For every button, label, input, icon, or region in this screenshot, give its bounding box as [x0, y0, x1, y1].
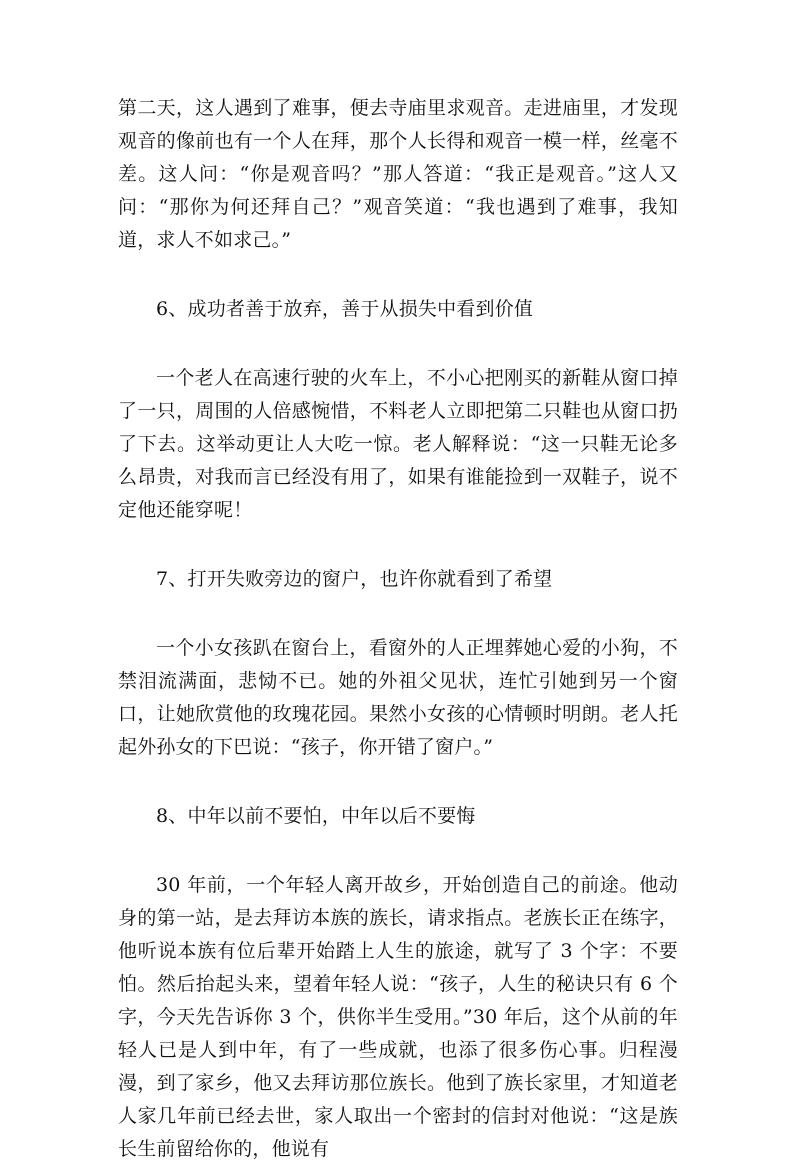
paragraph-little-girl-window: 一个小女孩趴在窗台上，看窗外的人正埋葬她心爱的小狗，不禁泪流满面，悲恸不已。她的外祖父见状，连忙引她到另一个窗口，让她欣赏他的玫瑰花园。果然小女孩的心情顿时明朗。老人托起外孙女的下巴说：“孩子，你开错了窗户。” [118, 637, 678, 758]
spacer [118, 527, 678, 563]
spacer [118, 596, 678, 632]
paragraph-old-man-shoes: 一个老人在高速行驶的火车上，不小心把刚买的新鞋从窗口掉了一只，周围的人倍感惋惜，不料老人立即把第二只鞋也从窗口扔了下去。这举动更让人大吃一惊。老人解释说：“这一只鞋无论多么昂贵，对我而言已经没有用了，如果有谁能捡到一双鞋子，说不定他还能穿呢！ [118, 367, 678, 521]
spacer [118, 326, 678, 362]
paragraph-guanyin: 第二天，这人遇到了难事，便去寺庙里求观音。走进庙里，才发现观音的像前也有一个人在拜，那个人长得和观音一模一样，丝毫不差。这人问：“你是观音吗？”那人答道：“我正是观音。”这人又问：“那你为何还拜自己？”观音笑道：“我也遇到了难事，我知道，求人不如求己。” [118, 97, 678, 251]
section-heading-8: 8、中年以前不要怕，中年以后不要悔 [156, 805, 476, 827]
section-heading-7: 7、打开失败旁边的窗户，也许你就看到了希望 [156, 568, 553, 590]
paragraph-young-man-clan-elder: 30 年前，一个年轻人离开故乡，开始创造自己的前途。他动身的第一站，是去拜访本族的族长，请求指点。老族长正在练字，他听说本族有位后辈开始踏上人生的旅途，就写了 3 个字：不要怕。然后抬起头来，望着年轻人说：“孩子，人生的秘诀只有 6 个字，今天先告诉你 3 个，供你半生受用。”30 年后，这个从前的年轻人已是人到中年，有了一些成就，也添了很多伤心事。归程漫漫，到了家乡，他又去拜访那位族长。他到了族长家里，才知道老人家几年前已经去世，家人取出一个密封的信封对他说：“这是族长生前留给你的，他说有 [118, 874, 678, 1160]
section-heading-6: 6、成功者善于放弃，善于从损失中看到价值 [156, 298, 534, 320]
document-page [118, 92, 678, 1166]
spacer [118, 833, 678, 869]
spacer [118, 257, 678, 293]
spacer [118, 764, 678, 800]
